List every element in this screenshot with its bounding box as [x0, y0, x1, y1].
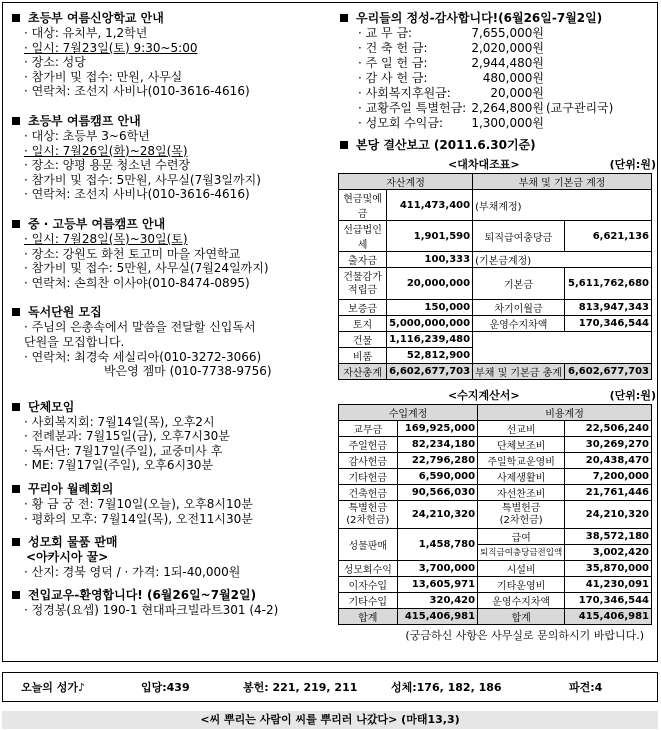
donation-note: [544, 71, 546, 86]
table-cell: 20,000,000: [387, 268, 473, 300]
offertory-hymn: 봉헌: 221, 219, 211: [243, 681, 358, 694]
table-row: [339, 300, 652, 316]
reading-group-section: [10, 304, 340, 378]
table-cell: 선급법인세: [339, 221, 387, 252]
table-row: [339, 469, 652, 485]
table-cell: 자산총계: [339, 364, 387, 380]
table-row: [339, 608, 652, 624]
info-line: · 연락처: 손희찬 이사야(010-8474-0895): [24, 275, 250, 290]
income-statement-table: [338, 404, 652, 625]
sale-section: [10, 534, 340, 579]
table-cell: 22,506,240: [565, 421, 652, 437]
donation-note: (교구관리국): [546, 101, 614, 115]
donation-note: [544, 56, 546, 71]
table-cell: 기타헌금: [339, 469, 398, 485]
donation-amount: 480,000원: [482, 71, 544, 85]
bullet-square-icon: [12, 117, 20, 125]
table-cell: 운영수지차액: [478, 592, 565, 608]
table-cell: (기본금계정): [473, 252, 652, 268]
table-cell: 합계: [478, 608, 565, 624]
table-row: [339, 364, 652, 380]
table-cell: 특별헌금 (2차헌금): [339, 501, 398, 529]
table-row: [339, 421, 652, 437]
left-column: [10, 10, 340, 626]
bullet-square-icon: [12, 538, 20, 546]
table-cell: 특별헌금 (2차헌금): [478, 501, 565, 529]
table-cell: 170,346,544: [564, 316, 651, 332]
table-cell: 411,473,400: [387, 190, 473, 221]
info-line: · 참가비 및 접수: 5만원, 사무실(7월24일까지): [24, 261, 269, 276]
info-line: · ME: 7월17일(주일), 오후6시30분: [24, 458, 213, 473]
donation-note: [544, 86, 546, 101]
section-title: 독서단원 모집: [28, 305, 102, 320]
donation-label: · 사회복지후원금:: [358, 86, 451, 100]
table-cell: 자산계정: [339, 174, 473, 190]
donation-amount: 2,264,800원: [471, 101, 544, 115]
table-cell: 320,420: [397, 592, 478, 608]
info-line: · 연락처: 조선지 사비나(010-3616-4616): [24, 187, 250, 202]
table-cell: 169,925,000: [397, 421, 478, 437]
donation-label: · 교 무 금:: [358, 26, 413, 40]
table-row: [339, 174, 652, 190]
table-row: [339, 316, 652, 332]
donation-label: · 주 일 헌 금:: [358, 56, 428, 70]
donation-label: · 성모회 수익금:: [358, 116, 444, 130]
table-cell: 사제생활비: [478, 469, 565, 485]
donation-label: · 건 축 헌 금:: [358, 41, 428, 55]
table-cell: 415,406,981: [565, 608, 652, 624]
table-row: [339, 576, 652, 592]
table-cell: 41,230,091: [565, 576, 652, 592]
info-line: · 일시: 7월23일(토) 9:30~5:00: [24, 40, 198, 55]
table-row: [339, 190, 652, 221]
table-cell: 38,572,180: [565, 529, 652, 545]
donation-amount: 2,944,480원: [471, 56, 544, 70]
table-cell: 건물: [339, 332, 387, 348]
thanks-row: [338, 41, 656, 56]
product-name: <아카시아 꿀>: [26, 550, 109, 565]
inquiry-note: (궁금하신 사항은 사무실로 문의하시기 바랍니다.): [405, 628, 644, 642]
thanks-row: [338, 116, 656, 131]
info-line: · 주님의 은총속에서 말씀을 전달할 신입독서: [24, 320, 256, 335]
table-cell: 415,406,981: [397, 608, 478, 624]
bullet-square-icon: [12, 308, 20, 316]
table-cell: 24,210,320: [565, 501, 652, 529]
newcomers-section: [10, 587, 340, 618]
table-cell: 813,947,343: [564, 300, 651, 316]
table-cell: 보증금: [339, 300, 387, 316]
info-line: · 대상: 유치부, 1,2학년: [24, 26, 148, 40]
section-title: 단체모임: [28, 399, 75, 414]
section-title: 초등부 여름캠프 안내: [28, 113, 141, 128]
table-cell: 1,116,239,480: [387, 332, 473, 348]
right-column: [338, 10, 656, 643]
table-cell: 주일학교운영비: [478, 453, 565, 469]
info-line: · 참가비 및 접수: 만원, 사무실: [24, 69, 183, 84]
dismissal-hymn: 파견:4: [569, 681, 603, 694]
youth-camp-section: [10, 216, 340, 290]
info-line: · 일시: 7월28일(목)~30일(토): [24, 231, 188, 246]
table-row: [339, 501, 652, 529]
thanks-row: [338, 56, 656, 71]
bullet-square-icon: [12, 220, 20, 228]
table-row: [339, 221, 652, 252]
hymn-label: 오늘의 성가♪: [21, 681, 85, 694]
info-line: · 독서단: 7월17일(주일), 교중미사 후: [24, 443, 223, 458]
table-row: [339, 592, 652, 608]
table-row: [339, 437, 652, 453]
thanks-list: [338, 26, 656, 131]
table-cell: 6,590,000: [397, 469, 478, 485]
table-cell: 6,602,677,703: [387, 364, 473, 380]
table-cell: 13,605,971: [397, 576, 478, 592]
info-line: · 장소: 성당: [24, 55, 86, 70]
info-line: 박은영 젬마 (010-7738-9756): [104, 364, 272, 379]
table-cell: 기타운영비: [478, 576, 565, 592]
thanks-row: [338, 86, 656, 101]
bullet-square-icon: [340, 14, 348, 22]
table-cell: 7,200,000: [565, 469, 652, 485]
table-cell: 부채 및 기본금 계정: [473, 174, 652, 190]
section-title: 중 · 고등부 여름캠프 안내: [28, 216, 166, 231]
thanks-row: [338, 26, 656, 41]
table-cell: 170,346,544: [565, 592, 652, 608]
table-row: [339, 529, 652, 545]
donation-amount: 7,655,000원: [471, 26, 544, 40]
section-title: 우리들의 정성-감사합니다!(6월26일-7월2일): [356, 11, 603, 25]
info-line: · 대상: 초등부 3~6학년: [24, 128, 150, 143]
table-cell: 6,602,677,703: [564, 364, 651, 380]
table-cell: [473, 332, 652, 364]
info-line: · 정경봉(요셉) 190-1 현대파크빌라트301 (4-2): [24, 603, 279, 618]
table-row: [339, 453, 652, 469]
table-row: [339, 560, 652, 576]
info-line: · 장소: 양평 용문 청소년 수련장: [24, 158, 191, 173]
table-cell: 감사헌금: [339, 453, 398, 469]
table-row: [339, 252, 652, 268]
bullet-square-icon: [12, 14, 20, 22]
info-line: · 참가비 및 접수: 5만원, 사무실(7월3일까지): [24, 172, 261, 187]
table-cell: 성물판매: [339, 529, 398, 561]
gospel-verse: <씨 뿌리는 사람이 씨를 뿌리러 나갔다> (마태13,3): [2, 711, 658, 729]
table-row: [339, 332, 652, 348]
summer-school-section: [10, 10, 340, 99]
donation-note: [544, 116, 546, 131]
table-cell: 52,812,900: [387, 348, 473, 364]
table-cell: 건물감가 적립금: [339, 268, 387, 300]
section-title: 꾸리아 월례회의: [28, 482, 114, 497]
table-cell: 주일헌금: [339, 437, 398, 453]
unit-label: (단위:원): [609, 389, 656, 402]
table-cell: 82,234,180: [397, 437, 478, 453]
table-cell: 부채 및 기본금 총계: [473, 364, 565, 380]
table-row: [339, 485, 652, 501]
table-cell: 토지: [339, 316, 387, 332]
info-line: · 산지: 경북 영덕 / · 가격: 1되-40,000원: [24, 564, 241, 579]
table-cell: 단체보조비: [478, 437, 565, 453]
balance-sheet-table: [338, 173, 652, 380]
table-cell: 100,333: [387, 252, 473, 268]
donation-amount: 2,020,000원: [471, 41, 544, 55]
table-cell: 차기이월금: [473, 300, 565, 316]
table-cell: 운영수지차액: [473, 316, 565, 332]
table-cell: 퇴직급여충당금: [473, 221, 565, 252]
donation-label: · 감 사 헌 금:: [358, 71, 428, 85]
table-row: [339, 405, 652, 421]
table-cell: 시설비: [478, 560, 565, 576]
donation-note: [544, 41, 546, 56]
table-cell: 성모회수익: [339, 560, 398, 576]
table-cell: 90,566,030: [397, 485, 478, 501]
table-cell: 현금및예금: [339, 190, 387, 221]
table-cell: 5,611,762,680: [564, 268, 651, 300]
balance-sheet-caption: <대차대조표>: [448, 158, 520, 171]
thanks-row: [338, 101, 656, 116]
info-line: · 전례분과: 7월15일(금), 오후7시30분: [24, 429, 230, 444]
table-cell: 35,870,000: [565, 560, 652, 576]
section-title: 초등부 여름신앙학교 안내: [28, 11, 164, 25]
donation-note: [544, 26, 546, 41]
table-cell: 선교비: [478, 421, 565, 437]
table-row: [339, 268, 652, 300]
section-title: 본당 결산보고 (2011.6.30기준): [356, 138, 536, 152]
unit-label: (단위:원): [609, 158, 656, 171]
table-cell: (부채계정): [473, 190, 652, 221]
table-cell: 비용계정: [478, 405, 652, 421]
table-cell: 21,761,446: [565, 485, 652, 501]
communion-hymn: 성체:176, 182, 186: [391, 681, 502, 694]
table-cell: 30,269,270: [565, 437, 652, 453]
income-statement-caption: <수지계산서>: [448, 389, 520, 402]
group-meetings-section: [10, 399, 340, 473]
table-cell: 3,700,000: [397, 560, 478, 576]
table-cell: 기본금: [473, 268, 565, 300]
table-cell: 비품: [339, 348, 387, 364]
bullet-square-icon: [12, 403, 20, 411]
table-cell: 이자수입: [339, 576, 398, 592]
table-cell: 24,210,320: [397, 501, 478, 529]
legio-section: [10, 481, 340, 526]
info-line: 단원을 모집합니다.: [24, 334, 125, 349]
table-cell: 20,438,470: [565, 453, 652, 469]
donation-amount: 1,300,000원: [471, 116, 544, 130]
section-title: 전입교우-환영합니다! (6월26일~7월2일): [28, 588, 257, 603]
elem-camp-section: [10, 113, 340, 202]
entrance-hymn: 입당:439: [141, 681, 190, 694]
section-title: 성모회 물품 판매: [28, 535, 118, 550]
table-cell: 5,000,000,000: [387, 316, 473, 332]
table-cell: 퇴직금여충당금전입액: [478, 545, 565, 561]
info-line: · 일시: 7월26일(화)~28일(목): [24, 143, 188, 158]
table-cell: 수입계정: [339, 405, 478, 421]
table-cell: 150,000: [387, 300, 473, 316]
thanks-row: [338, 71, 656, 86]
thanks-section: [338, 10, 656, 131]
table-cell: 6,621,136: [564, 221, 651, 252]
info-line: · 연락처: 조선지 사비나(010-3616-4616): [24, 84, 250, 99]
table-cell: 1,458,780: [397, 529, 478, 561]
table-cell: 22,796,280: [397, 453, 478, 469]
donation-amount: 20,000원: [490, 86, 544, 100]
table-cell: 건축헌금: [339, 485, 398, 501]
info-line: · 평화의 모후: 7월14일(목), 오전11시30분: [24, 511, 253, 526]
info-line: · 연락처: 최경숙 세실리아(010-3272-3066): [24, 349, 262, 364]
bullet-square-icon: [340, 141, 348, 149]
table-cell: 교무금: [339, 421, 398, 437]
hymn-bar: [2, 672, 658, 702]
table-cell: 3,002,420: [565, 545, 652, 561]
table-cell: 기타수입: [339, 592, 398, 608]
info-line: · 장소: 강원도 화천 토고미 마을 자연학교: [24, 246, 241, 261]
donation-label: · 교황주일 특별헌금:: [358, 101, 467, 115]
table-cell: 급여: [478, 529, 565, 545]
info-line: · 황 금 궁 전: 7월10일(오늘), 오후8시10분: [24, 497, 253, 512]
table-cell: 자선찬조비: [478, 485, 565, 501]
bullet-square-icon: [12, 485, 20, 493]
table-cell: 합계: [339, 608, 398, 624]
bullet-square-icon: [12, 591, 20, 599]
info-line: · 사회복지회: 7월14일(목), 오후2시: [24, 414, 215, 429]
table-cell: 출자금: [339, 252, 387, 268]
table-cell: 1,901,590: [387, 221, 473, 252]
